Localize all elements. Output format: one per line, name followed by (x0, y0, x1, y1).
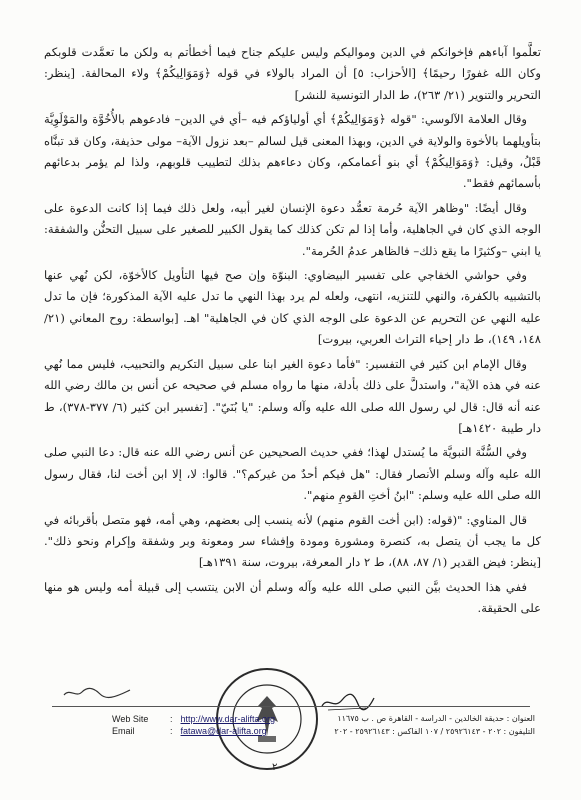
footer-address-block (305, 712, 535, 738)
paragraph-7: قال المناوي: "(قوله: (ابن أخت القوم منهم) لأنه ينسب إلى بعضهم، وهي أمه، فهو متصل بأقربائه في كل ما يجب أن يتصل به، كنصرة ومشورة ومودة وإفشاء سر ومعونة وبر وشفقة وإكرام ونحو ذلك". [ينظر: فيض القدير (١/ ٨٧، ٨٨)، ط ٢ دار المعرفة، بيروت، سنة ١٣٩١هـ] (44, 512, 541, 570)
page-number: ٢ (272, 762, 278, 773)
handwritten-mark (62, 686, 132, 700)
footer-contacts (112, 713, 312, 737)
email-link[interactable]: fatawa@dar-alifta.org (180, 726, 267, 736)
email-colon: : (170, 726, 173, 736)
fatwa-body (44, 42, 541, 623)
website-link[interactable]: http://www.dar-alifta.org (180, 714, 276, 724)
website-row (112, 713, 312, 725)
paragraph-8: ففي هذا الحديث بيَّن النبي صلى الله عليه وآله وسلم أن الابن ينتسب إلى قبيلة أمه وليس هو منها على الحقيقة. (44, 579, 541, 616)
paragraph-2: وقال العلامة الآلوسي: "قوله ﴿وَمَوَالِيكُمْ﴾ أي أولياؤكم فيه –أي في الدين– فادعوهم بالأُخُوَّة والمَوْلَوِيَّة بتأويلهما بالأخوة والولاية في الدين، وبهذا المعنى قيل لسالم –بعد نزول الآية– مولى حذيفة، وكان قد تبنَّاه قَبْلُ، وقيل: ﴿وَمَوَالِيكُمْ﴾ أي بنو أعمامكم، وكان دعاءهم بذلك لتطييب قلوبهم، ولذا لم يؤمر بدعائهم بأسمائهم فقط". (44, 112, 541, 191)
paragraph-3: وقال أيضًا: "وظاهر الآية حُرمة تعمُّد دعوة الإنسان لغير أبيه، ولعل ذلك فيما إذا كانت الدعوة على الوجه الذي كان في الجاهلية، وأما إذا لم تكن كذلك كما يقول الكبير للصغير على سبيل التحنُّن والشفقة: يا ابني –وكثيرًا ما يقع ذلك– فالظاهر عدمُ الحُرمة". (44, 200, 541, 258)
website-label: Web Site (112, 714, 149, 724)
paragraph-1: تعلَّموا آباءهم فإخوانكم في الدين ومواليكم وليس عليكم جناح فيما أخطأتم به ولكن ما تعمَّدت قلوبكم وكان الله غفورًا رحيمًا﴾ [الأحزاب: ٥] أن المراد بالولاء في قوله ﴿وَمَوَالِيكُمْ﴾ ولاء المحالفة. [ينظر: التحرير والتنوير (٢١/ ٢٦٣)، ط الدار التونسية للنشر] (44, 45, 542, 102)
address-line: العنوان : حديقة الخالدين - الدراسة - القاهرة ص . ب ١١٦٧٥ (337, 714, 535, 723)
email-row (112, 725, 312, 737)
signature (318, 690, 378, 714)
paragraph-6: وفي السُّنَّة النبويَّة ما يُستدل لهذا؛ ففي حديث الصحيحين عن أنس رضي الله عنه قال: دعا النبي صلى الله عليه وآله وسلم الأنصار فقال: "هل فيكم أحدٌ من غيركم؟". قالوا: لا، إلا ابن أخت لنا، فقال رسول الله صلى الله عليه وسلم: "ابنُ أختِ القومِ منهم". (44, 445, 541, 503)
phone-line: التليفون : ٢٠٢ - ٢٥٩٢٦١٤٣ / ١٠٧ الفاكس : ٢٥٩٢٦١٤٣ - ٢٠٢ (334, 727, 535, 736)
website-colon: : (170, 714, 173, 724)
email-label: Email (112, 726, 135, 736)
paragraph-5: وقال الإمام ابن كثير في التفسير: "فأما دعوة الغير ابنا على سبيل التكريم والتحبيب، فليس مما نُهي عنه في هذه الآية"، واستدلَّ على ذلك بأدلة، منها ما رواه مسلم في صحيحه عن أنس بن مالك رضي الله عنه أنه قال: قال لي رسول الله صلى الله عليه وآله وسلم: "يا بُنَيّ". [تفسير ابن كثير (٦/ ٣٧٧-٣٧٨)، ط دار طيبة ١٤٢٠هـ] (44, 356, 541, 435)
paragraph-4: وفي حواشي الخفاجي على تفسير البيضاوي: البنوّة وإن صح فيها التأويل كالأخوّة، لكن نُهي عنها بالتشبيه بالكفرة، والنهي للتنزيه، انتهى، ولعله لم يرد بهذا النهي ما تدل عليه الآية المذكورة؛ فإن ما تدل عليه النهي عن التحريم عن الدعوة على الوجه الذي كان في الجاهلية" اهـ. [بواسطة: روح المعاني (٢١/ ١٤٨، ١٤٩)، ط دار إحياء التراث العربي، بيروت] (44, 268, 541, 347)
footer-divider (52, 706, 530, 707)
